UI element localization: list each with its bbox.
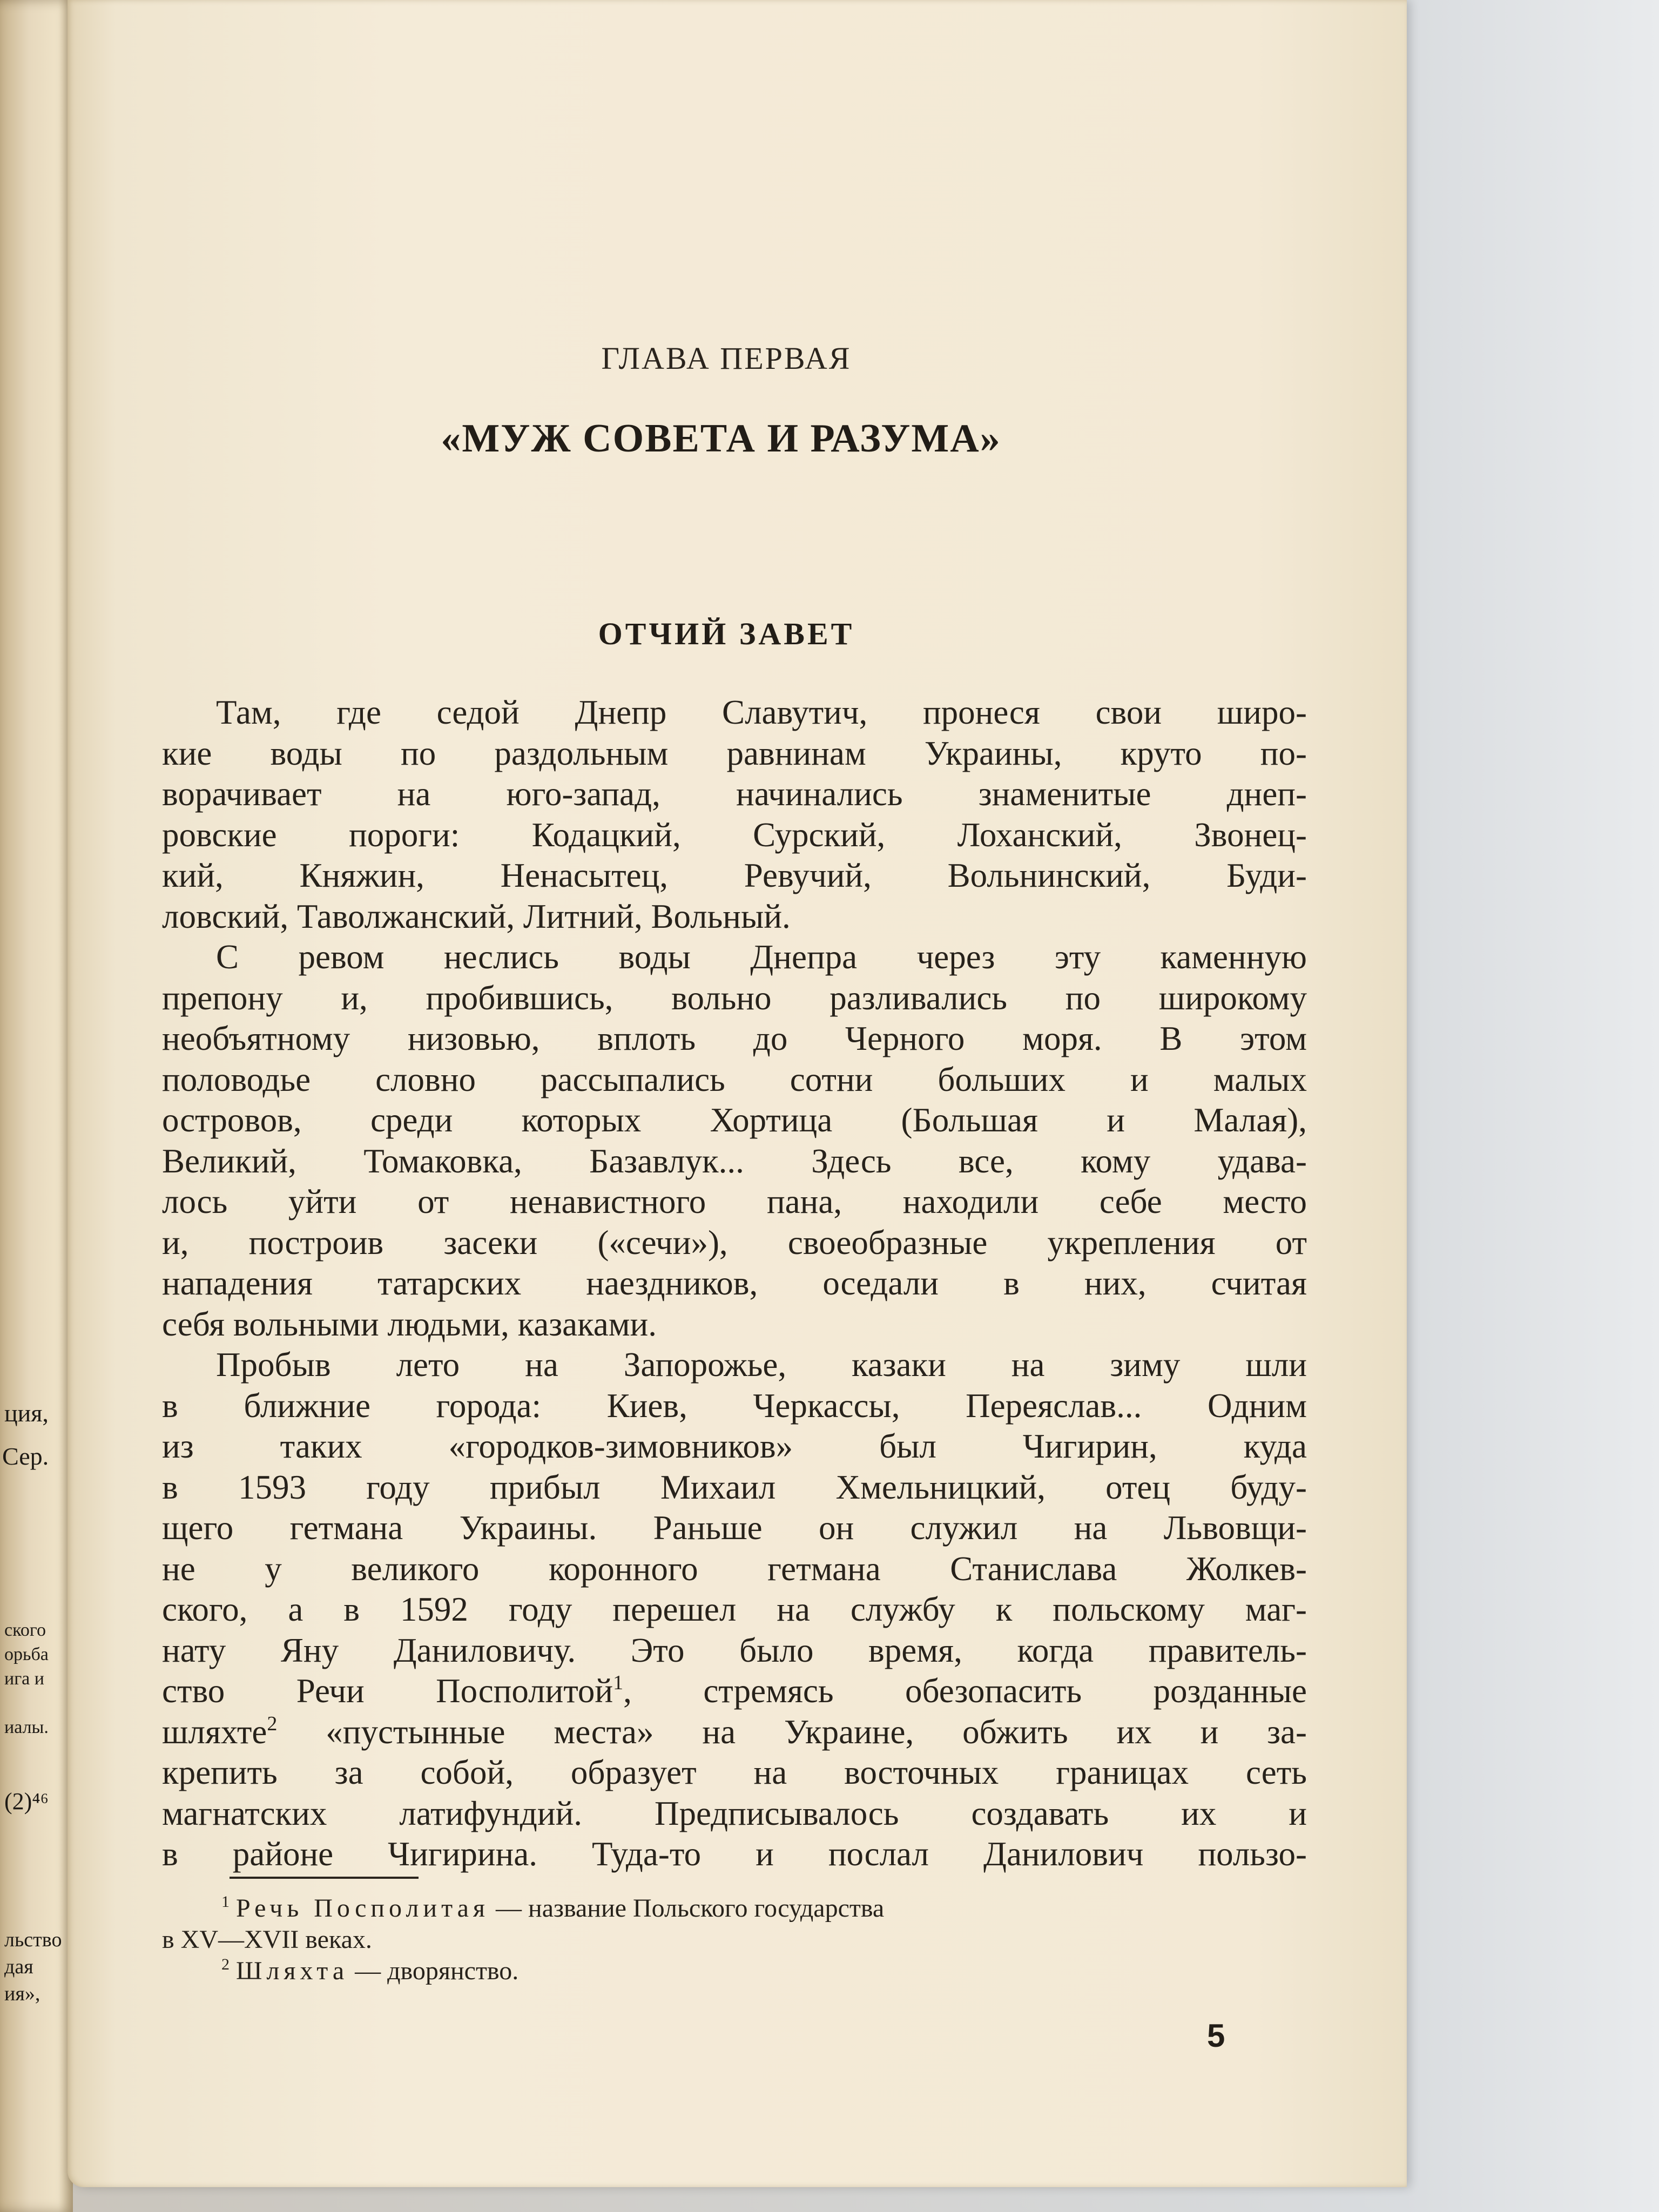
- left-page-fragment: ского: [4, 1620, 46, 1640]
- text-line: нату Яну Даниловичу. Это было время, когда правитель-: [162, 1631, 1307, 1669]
- left-page-fragment: ция,: [4, 1399, 49, 1427]
- left-page-fragment: льство: [4, 1928, 62, 1951]
- text-line: магнатских латифундий. Предписывалось создавать их и: [162, 1794, 1307, 1832]
- left-page-fragment: ига и: [4, 1669, 44, 1689]
- text-line: себя вольными людьми, казаками.: [162, 1305, 657, 1343]
- text-line: и, построив засеки («сечи»), своеобразные укрепления от: [162, 1223, 1307, 1262]
- text-line: ского, а в 1592 году перешел на службу к польскому маг-: [162, 1590, 1307, 1628]
- footnote-2: $^2$ Шляхта — дворянство.: [221, 1955, 519, 1985]
- text-line: необъятному низовью, вплоть до Черного моря. В этом: [162, 1020, 1307, 1057]
- text-line-with-footnote: [162, 1712, 1307, 1753]
- text-line: в 1593 году прибыл Михаил Хмельницкий, отец буду-: [162, 1468, 1307, 1506]
- text-line: не у великого коронного гетмана Станислава Жолкев-: [162, 1549, 1307, 1588]
- left-page-fragment: (2)⁴⁶: [4, 1788, 49, 1815]
- footnote-ref: 2: [267, 1712, 278, 1735]
- footnote-divider: [230, 1877, 419, 1879]
- chapter-title: «МУЖ СОВЕТА И РАЗУМА»: [441, 416, 1001, 461]
- text-line: препону и, пробившись, вольно разливались по широкому: [162, 979, 1307, 1017]
- text-line: щего гетмана Украины. Раньше он служил на Львовщи-: [162, 1509, 1307, 1547]
- left-page-fragment: Сер.: [2, 1442, 49, 1470]
- footnote-1-continuation: в XV—XVII веках.: [162, 1925, 372, 1954]
- left-page-fragment: иалы.: [4, 1717, 49, 1737]
- text-line: крепить за собой, образует на восточных границах сеть: [162, 1754, 1307, 1791]
- text-line: островов, среди которых Хортица (Большая и Малая),: [162, 1101, 1307, 1139]
- text-line: лось уйти от ненавистного пана, находили себе место: [162, 1183, 1307, 1220]
- text-line: ловский, Таволжанский, Литний, Вольный.: [162, 897, 791, 935]
- text-line: в ближние города: Киев, Черкассы, Переяслав... Одним: [162, 1386, 1307, 1425]
- book-page: [68, 0, 1407, 2187]
- footnote-1: $^1$ Речь Посполитая — название Польского государства: [221, 1893, 885, 1923]
- footnote-term: Речь Посполитая: [236, 1894, 490, 1923]
- text-line: Там, где седой Днепр Славутич, пронеся свои широ-: [216, 693, 1307, 731]
- section-title: ОТЧИЙ ЗАВЕТ: [598, 616, 855, 651]
- left-page-fragment: ия»,: [4, 1982, 41, 2005]
- page-number: 5: [1207, 2018, 1225, 2054]
- text-line: половодье словно рассыпались сотни больших и малых: [162, 1060, 1307, 1098]
- text-line: С ревом неслись воды Днепра через эту каменную: [216, 938, 1307, 976]
- left-page-fragment: орьба: [4, 1644, 49, 1664]
- text-line: ровские пороги: Кодацкий, Сурский, Лоханский, Звонец-: [162, 815, 1307, 854]
- text-fragment: «пустынные места» на Украине, обжить их и за-: [277, 1712, 1307, 1751]
- text-line: кие воды по раздольным равнинам Украины, круто по-: [162, 734, 1307, 772]
- text-fragment: шляхте: [162, 1712, 267, 1751]
- footnote-text: — дворянство.: [348, 1957, 519, 1985]
- text-line-with-footnote: [162, 1671, 1307, 1712]
- text-line: из таких «городков-зимовников» был Чигирин, куда: [162, 1427, 1307, 1465]
- text-fragment: , стремясь обезопасить розданные: [623, 1672, 1307, 1710]
- chapter-label: ГЛАВА ПЕРВАЯ: [601, 341, 852, 376]
- text-line: кий, Княжин, Ненасытец, Ревучий, Вольнинский, Буди-: [162, 857, 1307, 894]
- footnote-term: Шляхта: [236, 1957, 349, 1985]
- footnotes: [162, 1893, 1296, 1987]
- footnote-text: — название Польского государства: [489, 1894, 885, 1923]
- text-line: в районе Чигирина. Туда-то и послал Данилович пользо-: [162, 1835, 1307, 1873]
- previous-page-edge: [0, 0, 73, 2212]
- text-fragment: ство Речи Посполитой: [162, 1672, 613, 1710]
- text-line: Великий, Томаковка, Базавлук... Здесь все, кому удава-: [162, 1142, 1307, 1180]
- left-page-fragment: дая: [4, 1955, 33, 1978]
- text-line: нападения татарских наездников, оседали в них, считая: [162, 1264, 1307, 1302]
- text-line: ворачивает на юго-запад, начинались знаменитые днеп-: [162, 775, 1307, 813]
- body-text: [162, 692, 1307, 1875]
- text-line: Пробыв лето на Запорожье, казаки на зиму шли: [216, 1346, 1307, 1384]
- footnote-ref: 1: [613, 1671, 624, 1694]
